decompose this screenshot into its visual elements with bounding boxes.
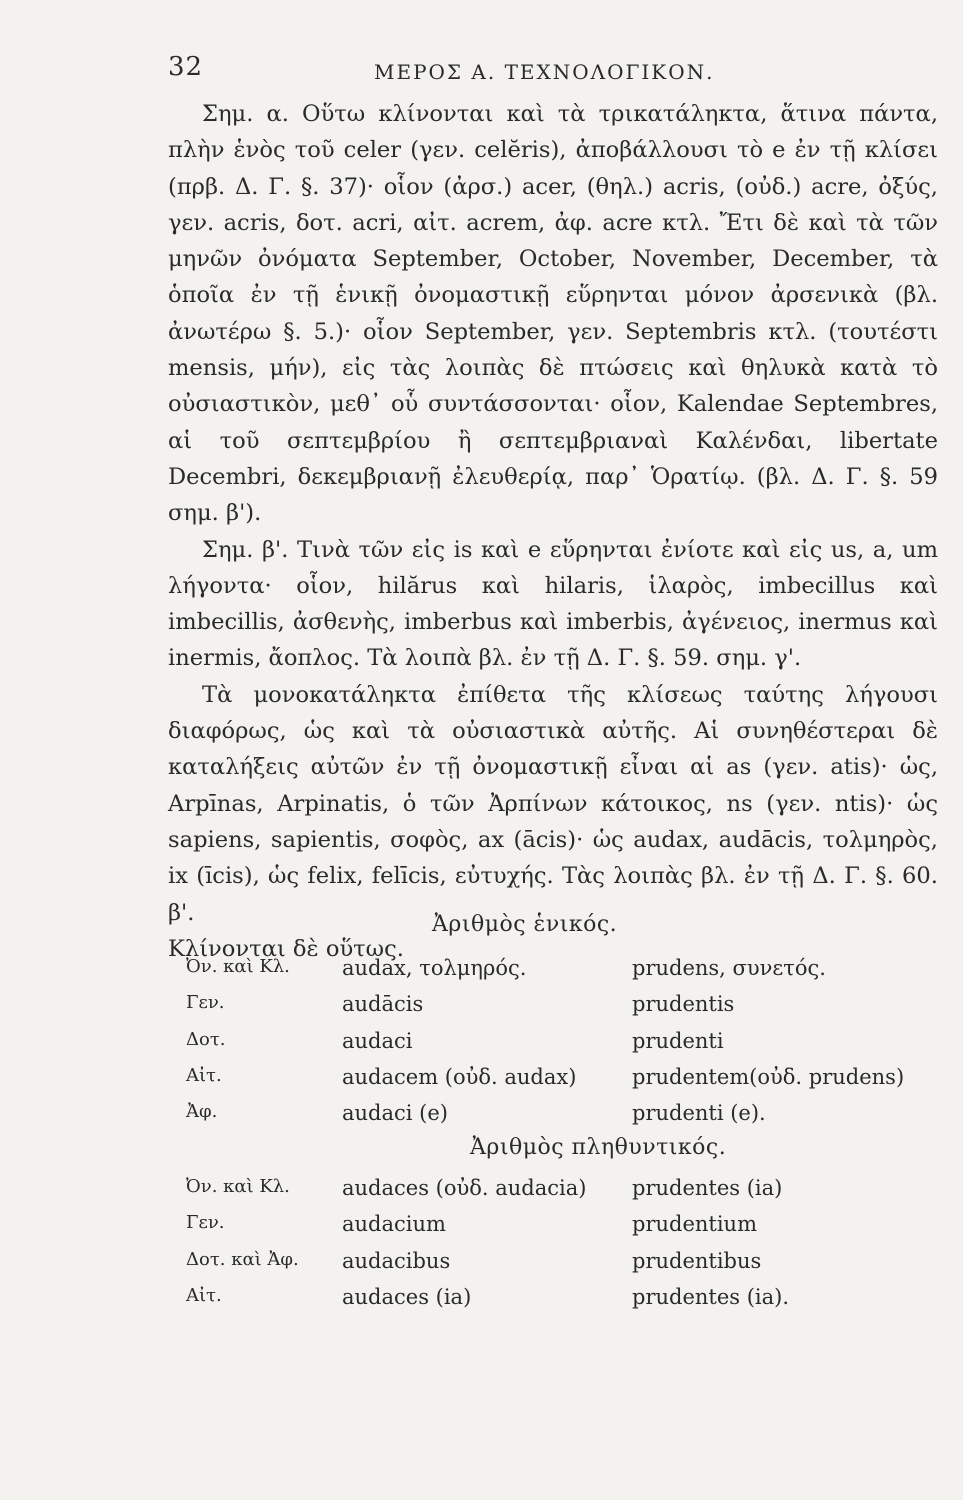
page-header (168, 52, 788, 92)
audax-form: audacibus (342, 1248, 451, 1273)
audax-form: audaci (342, 1028, 413, 1053)
prudens-form: prudenti (e). (632, 1101, 766, 1126)
audax-form: audacium (342, 1212, 446, 1237)
prudens-form: prudens, συνετός. (632, 956, 826, 980)
prudens-form: prudenti (632, 1028, 724, 1053)
case-label: Ὀν. καὶ Κλ. (186, 956, 290, 977)
running-head: ΜΕΡΟΣ Α. ΤΕΧΝΟΛΟΓΙΚΟΝ. (374, 60, 715, 84)
note-beta-paragraph: Σημ. β'. Τινὰ τῶν εἰς is καὶ e εὕρηνται ἐνίοτε καὶ εἰς us, a, um λήγοντα· οἷον, hilărus καὶ hilaris, ἱλαρὸς, imbecillus καὶ imbecillis, ἀσθενὴς, imberbus καὶ imberbis, ἀγένειος, inermus καὶ inermis, ἄοπλος. Τὰ λοιπὰ βλ. ἐν τῇ Δ. Γ. §. 59. σημ. γ'. (168, 536, 938, 672)
monoterminal-paragraph: Τὰ μονοκατάληκτα ἐπίθετα τῆς κλίσεως ταύτης λήγουσι διαφόρως, ὡς καὶ τὰ οὐσιαστικὰ αὐτῆς. Αἱ συνηθέστεραι δὲ καταλήξεις αὐτῶν ἐν τῇ ὀνομαστικῇ εἶναι αἱ as (γεν. atis)· ὡς, Arpīnas, Arpinatis, ὁ τῶν Ἀρπίνων κάτοικος, ns (γεν. ntis)· ὡς sapiens, sapientis, σοφὸς, ax (ācis)· ὡς audax, audācis, τολμηρὸς, ix (īcis), ὡς felix, felīcis, εὐτυχής. Τὰς λοιπὰς βλ. ἐν τῇ Δ. Γ. §. 60. β'. (168, 681, 938, 926)
page-number: 32 (168, 52, 204, 82)
prudens-form: prudentes (ia). (632, 1284, 790, 1309)
table-row (168, 1101, 928, 1137)
prudens-form: prudentes (ia) (632, 1176, 783, 1200)
audax-form: audaces (οὐδ. audacia) (342, 1176, 587, 1200)
case-label: Γεν. (186, 1212, 225, 1234)
prudens-form: prudentibus (632, 1248, 762, 1273)
case-label: Δοτ. καὶ Ἀφ. (186, 1248, 299, 1270)
prudens-form: prudentem(οὐδ. prudens) (632, 1064, 905, 1089)
table-row (168, 1212, 928, 1248)
plural-declension-table (168, 1176, 928, 1321)
declension-intro: Κλίνονται δὲ οὕτως. (168, 935, 404, 962)
body-text (168, 96, 938, 967)
case-label: Δοτ. (186, 1028, 226, 1050)
table-row (168, 1029, 928, 1065)
case-label: Αἰτ. (186, 1284, 222, 1306)
case-label: Γεν. (186, 992, 225, 1014)
prudens-form: prudentium (632, 1212, 757, 1237)
table-row (168, 1176, 928, 1212)
prudens-form: prudentis (632, 992, 735, 1017)
note-alpha-paragraph: Σημ. α. Οὕτω κλίνονται καὶ τὰ τρικατάληκτα, ἅτινα πάντα, πλὴν ἑνὸς τοῦ celer (γεν. celĕris), ἀποβάλλουσι τὸ e ἐν τῇ κλίσει (πρβ. Δ. Γ. §. 37)· οἷον (ἀρσ.) acer, (θηλ.) acris, (οὐδ.) acre, ὀξύς, γεν. acris, δοτ. acri, αἰτ. acrem, ἀφ. acre κτλ. Ἔτι δὲ καὶ τὰ τῶν μηνῶν ὀνόματα September, October, November, December, τὰ ὁποῖα ἐν τῇ ἑνικῇ ὀνομαστικῇ εὕρηνται μόνον ἀρσενικὰ (βλ. ἀνωτέρω §. 5.)· οἷον September, γεν. Septembris κτλ. (τουτέστι mensis, μήν), εἰς τὰς λοιπὰς δὲ πτώσεις καὶ θηλυκὰ κατὰ τὸ οὐσιαστικὸν, μεθ᾽ οὗ συντάσσονται· οἷον, Kalendae Septembres, αἱ τοῦ σεπτεμβρίου ἢ σεπτεμβριαναὶ Καλένδαι, libertate Decembri, δεκεμβριανῇ ἐλευθερίᾳ, παρ᾽ Ὁρατίῳ. (βλ. Δ. Γ. §. 59 σημ. β'). (168, 101, 938, 527)
table-row (168, 1249, 928, 1285)
plural-heading: Ἀριθμὸς πληθυντικός. (470, 1135, 727, 1160)
table-row (168, 956, 928, 992)
audax-form: audaces (ia) (342, 1284, 472, 1309)
case-label: Ὀν. καὶ Κλ. (186, 1176, 290, 1197)
singular-declension-table (168, 956, 928, 1137)
case-label: Αἰτ. (186, 1064, 222, 1086)
case-label: Ἀφ. (186, 1101, 218, 1123)
audax-form: audācis (342, 992, 424, 1017)
audax-form: audaci (e) (342, 1101, 448, 1126)
singular-heading: Ἀριθμὸς ἑνικός. (432, 912, 618, 937)
table-row (168, 992, 928, 1028)
audax-form: audax, τολμηρός. (342, 956, 527, 980)
table-row (168, 1285, 928, 1321)
table-row (168, 1065, 928, 1101)
audax-form: audacem (οὐδ. audax) (342, 1064, 577, 1089)
